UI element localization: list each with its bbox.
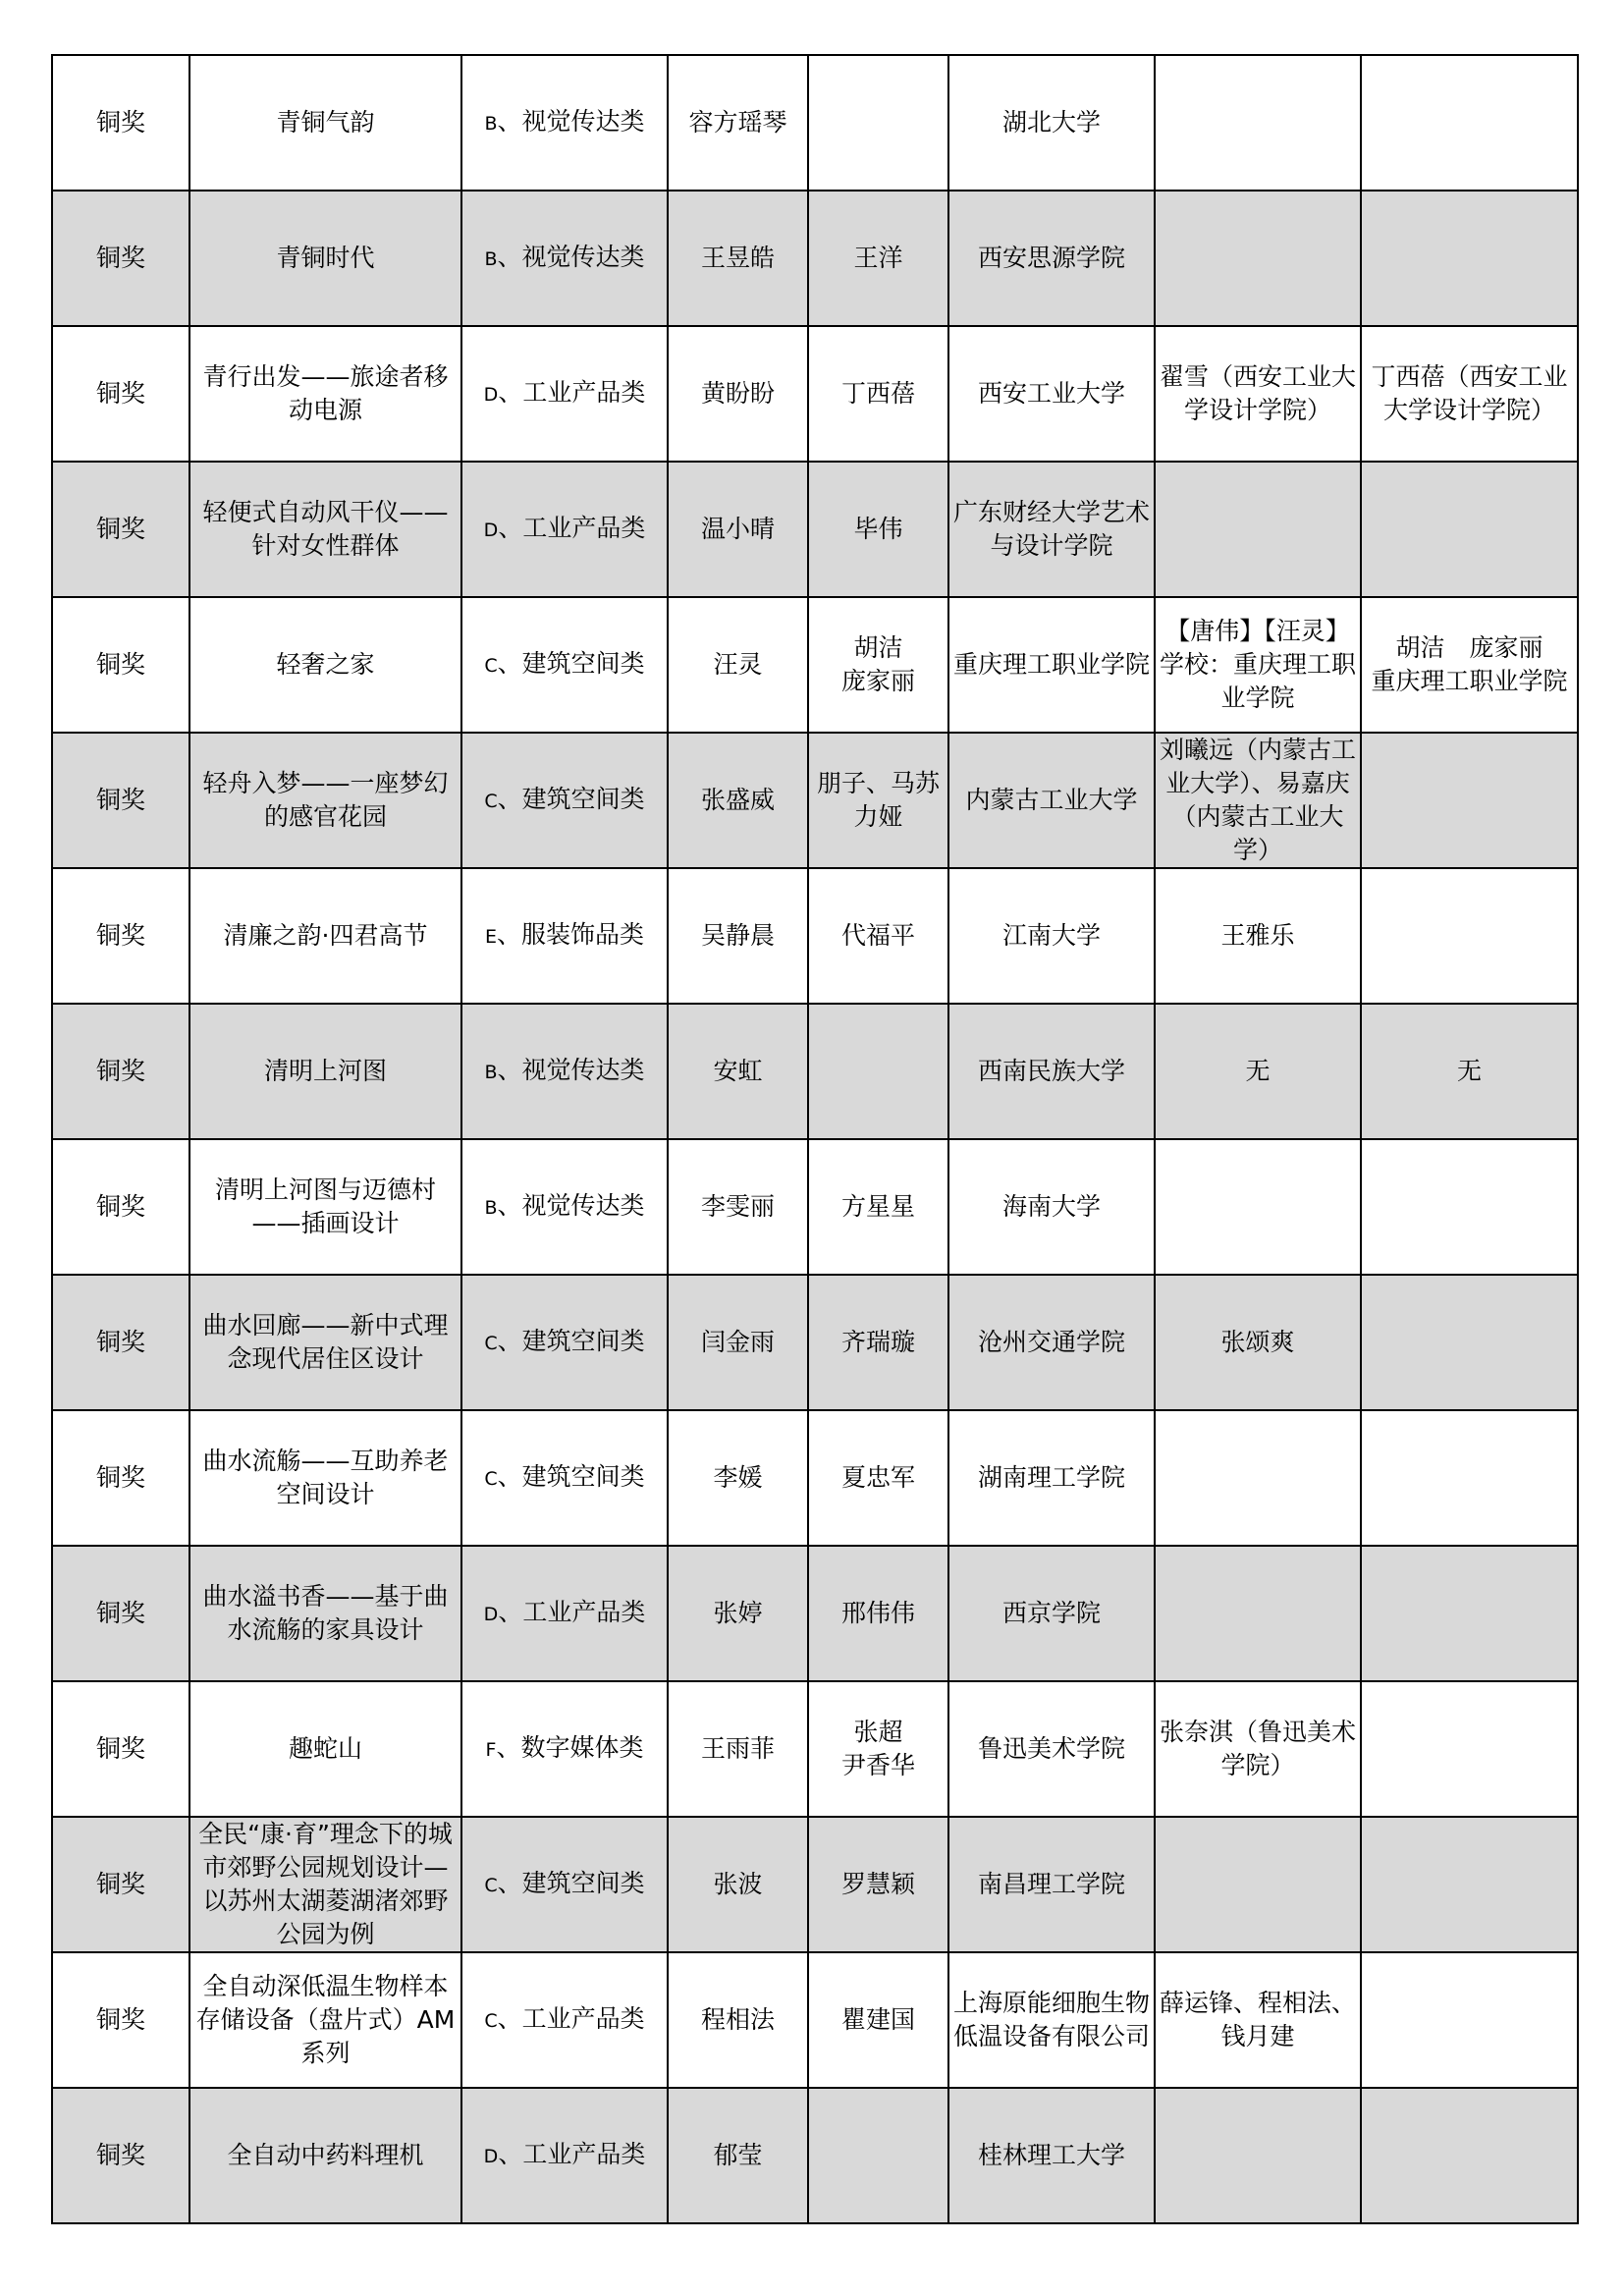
school-cell: 鲁迅美术学院 [948, 1681, 1155, 1817]
advisor2-cell [1361, 1952, 1578, 2088]
table-row [52, 1952, 1578, 2088]
author-cell: 汪灵 [668, 597, 808, 733]
school-cell: 江南大学 [948, 868, 1155, 1004]
award-cell: 铜奖 [52, 55, 189, 191]
advisor2-cell [1361, 2088, 1578, 2223]
title-cell: 青铜时代 [189, 191, 461, 326]
category-cell: C、建筑空间类 [461, 1275, 668, 1410]
table-row [52, 2088, 1578, 2223]
school-cell: 西安工业大学 [948, 326, 1155, 462]
school-cell: 湖南理工学院 [948, 1410, 1155, 1546]
coauthor-cell: 齐瑞璇 [808, 1275, 948, 1410]
award-cell: 铜奖 [52, 1952, 189, 2088]
category-letter: B [484, 1062, 498, 1083]
category-letter: D [483, 519, 499, 541]
school-cell: 重庆理工职业学院 [948, 597, 1155, 733]
award-cell: 铜奖 [52, 1410, 189, 1546]
category-letter: D [483, 384, 499, 406]
title-cell: 轻便式自动风干仪——针对女性群体 [189, 462, 461, 597]
coauthor-cell: 丁西蓓 [808, 326, 948, 462]
title-cell: 青行出发——旅途者移动电源 [189, 326, 461, 462]
category-cell: F、数字媒体类 [461, 1681, 668, 1817]
category-cell: D、工业产品类 [461, 462, 668, 597]
category-cell: D、工业产品类 [461, 2088, 668, 2223]
title-cell: 清明上河图 [189, 1004, 461, 1139]
title-cell: 曲水溢书香——基于曲水流觞的家具设计 [189, 1546, 461, 1681]
category-letter: C [484, 1468, 498, 1490]
advisor2-cell [1361, 191, 1578, 326]
table-row [52, 1546, 1578, 1681]
table-row [52, 868, 1578, 1004]
award-cell: 铜奖 [52, 326, 189, 462]
title-cell: 轻奢之家 [189, 597, 461, 733]
author-cell: 闫金雨 [668, 1275, 808, 1410]
advisor2-cell [1361, 1817, 1578, 1952]
category-letter: B [484, 1197, 498, 1219]
coauthor-cell [808, 1004, 948, 1139]
category-letter: C [484, 2010, 498, 2032]
author-cell: 吴静晨 [668, 868, 808, 1004]
title-cell: 全自动中药料理机 [189, 2088, 461, 2223]
author-cell: 李雯丽 [668, 1139, 808, 1275]
school-cell: 南昌理工学院 [948, 1817, 1155, 1952]
author-cell: 王雨菲 [668, 1681, 808, 1817]
category-cell: D、工业产品类 [461, 1546, 668, 1681]
table-row [52, 55, 1578, 191]
award-cell: 铜奖 [52, 733, 189, 868]
title-cell: 全民“康·育”理念下的城市郊野公园规划设计—以苏州太湖菱湖渚郊野公园为例 [189, 1817, 461, 1952]
title-cell: 青铜气韵 [189, 55, 461, 191]
author-cell: 张盛威 [668, 733, 808, 868]
category-letter: C [484, 1875, 498, 1896]
coauthor-cell: 毕伟 [808, 462, 948, 597]
advisor-cell [1155, 1817, 1361, 1952]
school-cell: 西南民族大学 [948, 1004, 1155, 1139]
category-cell: D、工业产品类 [461, 326, 668, 462]
advisor-cell: 张奈淇（鲁迅美术学院） [1155, 1681, 1361, 1817]
advisor2-cell [1361, 55, 1578, 191]
school-cell: 广东财经大学艺术与设计学院 [948, 462, 1155, 597]
school-cell: 内蒙古工业大学 [948, 733, 1155, 868]
category-cell: B、视觉传达类 [461, 1139, 668, 1275]
category-cell: C、建筑空间类 [461, 597, 668, 733]
advisor-cell: 刘曦远（内蒙古工业大学）、易嘉庆（内蒙古工业大学） [1155, 733, 1361, 868]
author-cell: 程相法 [668, 1952, 808, 2088]
award-cell: 铜奖 [52, 2088, 189, 2223]
table-row [52, 597, 1578, 733]
advisor2-cell [1361, 1410, 1578, 1546]
coauthor-cell: 方星星 [808, 1139, 948, 1275]
title-cell: 清明上河图与迈德村——插画设计 [189, 1139, 461, 1275]
table-row [52, 1004, 1578, 1139]
category-cell: E、服装饰品类 [461, 868, 668, 1004]
author-cell: 王昱皓 [668, 191, 808, 326]
table-row [52, 462, 1578, 597]
table-body [52, 55, 1578, 2223]
coauthor-cell: 胡洁 庞家丽 [808, 597, 948, 733]
table-row [52, 326, 1578, 462]
author-cell: 张波 [668, 1817, 808, 1952]
coauthor-cell: 张超 尹香华 [808, 1681, 948, 1817]
advisor-cell [1155, 1139, 1361, 1275]
coauthor-cell: 王洋 [808, 191, 948, 326]
coauthor-cell: 瞿建国 [808, 1952, 948, 2088]
coauthor-cell: 代福平 [808, 868, 948, 1004]
category-letter: D [483, 1604, 499, 1625]
advisor-cell: 翟雪（西安工业大学设计学院） [1155, 326, 1361, 462]
award-cell: 铜奖 [52, 1139, 189, 1275]
author-cell: 安虹 [668, 1004, 808, 1139]
category-cell: B、视觉传达类 [461, 1004, 668, 1139]
award-cell: 铜奖 [52, 1004, 189, 1139]
category-cell: B、视觉传达类 [461, 191, 668, 326]
category-letter: E [484, 926, 497, 948]
advisor-cell: 【唐伟】【汪灵】学校：重庆理工职业学院 [1155, 597, 1361, 733]
advisor-cell: 张颂爽 [1155, 1275, 1361, 1410]
coauthor-cell: 罗慧颖 [808, 1817, 948, 1952]
category-letter: B [484, 113, 498, 135]
advisor2-cell [1361, 1139, 1578, 1275]
title-cell: 清廉之韵·四君高节 [189, 868, 461, 1004]
category-letter: C [484, 655, 498, 677]
school-cell: 沧州交通学院 [948, 1275, 1155, 1410]
advisor-cell [1155, 1546, 1361, 1681]
category-cell: C、工业产品类 [461, 1952, 668, 2088]
advisor2-cell [1361, 733, 1578, 868]
advisor-cell [1155, 462, 1361, 597]
category-cell: C、建筑空间类 [461, 1817, 668, 1952]
school-cell: 西京学院 [948, 1546, 1155, 1681]
award-cell: 铜奖 [52, 1681, 189, 1817]
coauthor-cell [808, 55, 948, 191]
category-cell: C、建筑空间类 [461, 733, 668, 868]
award-cell: 铜奖 [52, 597, 189, 733]
award-cell: 铜奖 [52, 1275, 189, 1410]
category-letter: D [483, 2146, 499, 2167]
advisor2-cell [1361, 1681, 1578, 1817]
author-cell: 郁莹 [668, 2088, 808, 2223]
table-row [52, 1681, 1578, 1817]
school-cell: 桂林理工大学 [948, 2088, 1155, 2223]
school-cell: 西安思源学院 [948, 191, 1155, 326]
table-row [52, 733, 1578, 868]
advisor-cell [1155, 2088, 1361, 2223]
school-cell: 上海原能细胞生物低温设备有限公司 [948, 1952, 1155, 2088]
title-cell: 轻舟入梦——一座梦幻的感官花园 [189, 733, 461, 868]
award-cell: 铜奖 [52, 191, 189, 326]
advisor-cell [1155, 1410, 1361, 1546]
coauthor-cell [808, 2088, 948, 2223]
author-cell: 容方瑶琴 [668, 55, 808, 191]
advisor-cell: 王雅乐 [1155, 868, 1361, 1004]
award-cell: 铜奖 [52, 1817, 189, 1952]
table-row [52, 1410, 1578, 1546]
table-row [52, 191, 1578, 326]
category-cell: B、视觉传达类 [461, 55, 668, 191]
category-letter: C [484, 1333, 498, 1354]
advisor2-cell [1361, 1275, 1578, 1410]
advisor2-cell [1361, 1546, 1578, 1681]
award-table [51, 54, 1579, 2224]
title-cell: 曲水流觞——互助养老空间设计 [189, 1410, 461, 1546]
advisor2-cell: 丁西蓓（西安工业大学设计学院） [1361, 326, 1578, 462]
advisor-cell [1155, 55, 1361, 191]
author-cell: 温小晴 [668, 462, 808, 597]
advisor2-cell: 胡洁 庞家丽 重庆理工职业学院 [1361, 597, 1578, 733]
advisor-cell: 薛运锋、程相法、钱月建 [1155, 1952, 1361, 2088]
award-cell: 铜奖 [52, 1546, 189, 1681]
table-row [52, 1275, 1578, 1410]
advisor-cell: 无 [1155, 1004, 1361, 1139]
school-cell: 海南大学 [948, 1139, 1155, 1275]
author-cell: 黄盼盼 [668, 326, 808, 462]
category-letter: C [484, 791, 498, 812]
award-cell: 铜奖 [52, 868, 189, 1004]
coauthor-cell: 朋子、马苏力娅 [808, 733, 948, 868]
table-row [52, 1817, 1578, 1952]
school-cell: 湖北大学 [948, 55, 1155, 191]
title-cell: 趣蛇山 [189, 1681, 461, 1817]
advisor-cell [1155, 191, 1361, 326]
category-letter: F [485, 1739, 497, 1761]
title-cell: 全自动深低温生物样本存储设备（盘片式）AM系列 [189, 1952, 461, 2088]
author-cell: 张婷 [668, 1546, 808, 1681]
coauthor-cell: 夏忠军 [808, 1410, 948, 1546]
title-cell: 曲水回廊——新中式理念现代居住区设计 [189, 1275, 461, 1410]
award-cell: 铜奖 [52, 462, 189, 597]
coauthor-cell: 邢伟伟 [808, 1546, 948, 1681]
category-letter: B [484, 248, 498, 270]
author-cell: 李媛 [668, 1410, 808, 1546]
advisor2-cell: 无 [1361, 1004, 1578, 1139]
advisor2-cell [1361, 868, 1578, 1004]
advisor2-cell [1361, 462, 1578, 597]
table-row [52, 1139, 1578, 1275]
category-cell: C、建筑空间类 [461, 1410, 668, 1546]
